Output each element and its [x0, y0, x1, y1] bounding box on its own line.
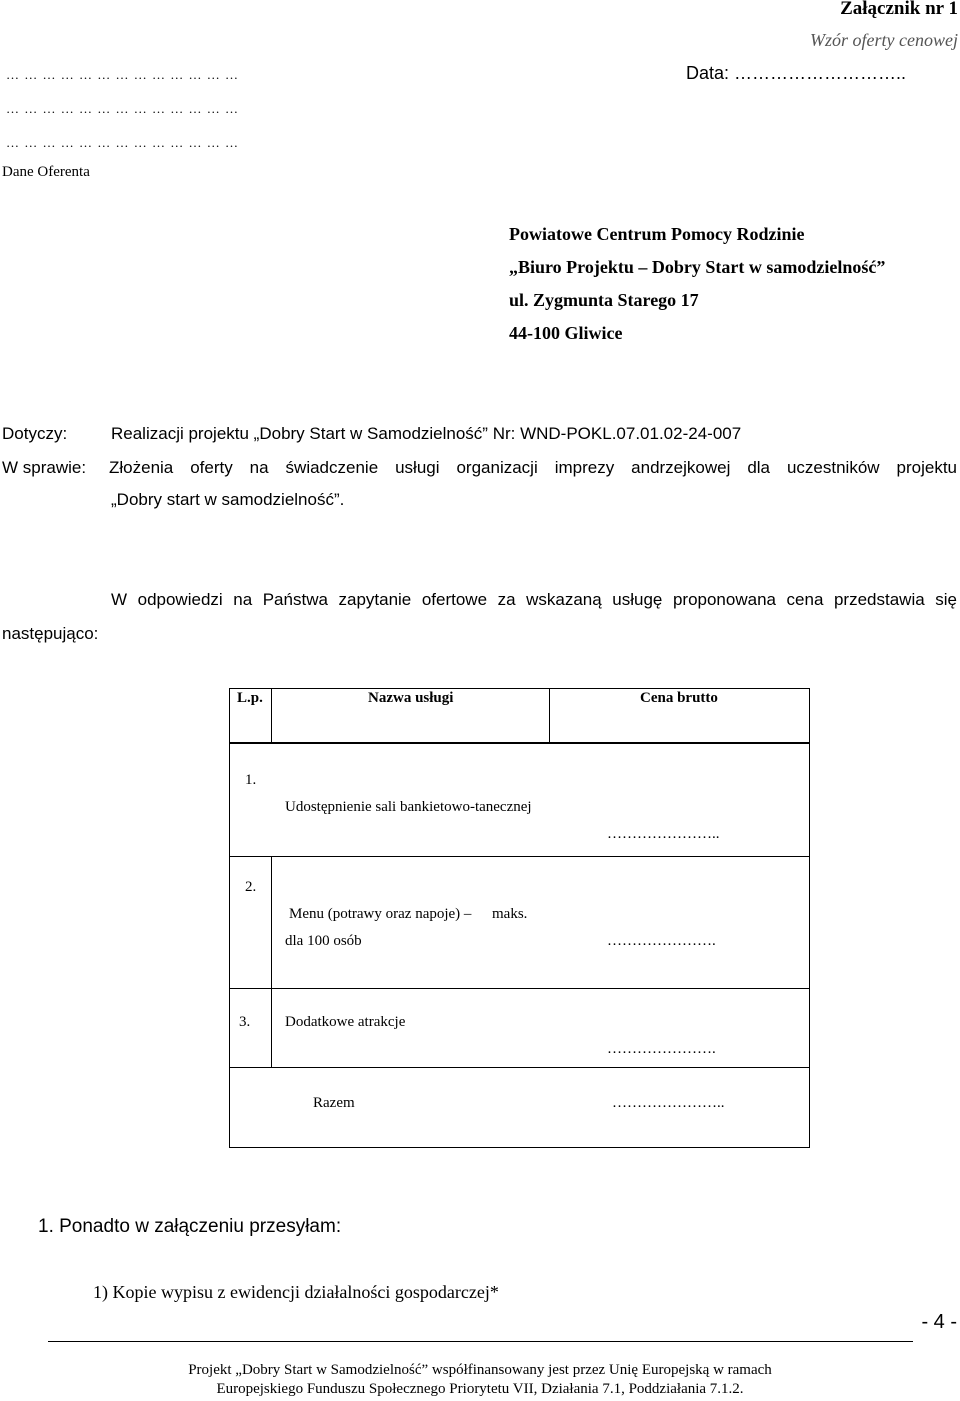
- intro-text-continued: następująco:: [2, 624, 99, 643]
- table-total-label: Razem: [313, 1095, 355, 1111]
- annex-subtitle: Wzór oferty cenowej: [810, 30, 958, 50]
- table-border: [229, 856, 810, 857]
- oferent-dots-line: … … … … … … … … … … … … …: [6, 67, 239, 82]
- sprawie-label: W sprawie:: [2, 458, 87, 477]
- table-cell-name: Udostępnienie sali bankietowo-tanecznej: [285, 799, 532, 815]
- table-cell-name-extra: maks.: [492, 906, 528, 922]
- sprawie-text: Złożenia oferty na świadczenie usługi organizacji imprezy andrzejkowej dla uczestników projektu: [109, 458, 957, 477]
- table-cell-price: ………………….: [607, 933, 716, 949]
- address-line-1: Powiatowe Centrum Pomocy Rodzinie: [509, 224, 805, 244]
- intro-text: W odpowiedzi na Państwa zapytanie ofertowe za wskazaną usługę proponowana cena przedstawia się: [111, 590, 957, 609]
- table-border: [809, 688, 810, 1148]
- table-border: [549, 688, 550, 743]
- table-border: [229, 1067, 810, 1068]
- oferent-dots-line: … … … … … … … … … … … … …: [6, 101, 239, 116]
- oferent-dots-line: … … … … … … … … … … … … …: [6, 135, 239, 150]
- footer-divider: [48, 1341, 913, 1342]
- table-header-lp: L.p.: [237, 690, 263, 706]
- table-header-name: Nazwa usługi: [368, 690, 454, 706]
- table-border: [229, 688, 810, 689]
- footer-line-1: Projekt „Dobry Start w Samodzielność” współfinansowany jest przez Unię Europejską w ramach: [188, 1362, 772, 1378]
- annex-title: Załącznik nr 1: [840, 0, 958, 19]
- table-border: [229, 988, 810, 989]
- table-cell-name-continued: dla 100 osób: [285, 933, 362, 949]
- table-cell-price: …………………..: [607, 826, 720, 842]
- table-total-price: …………………..: [612, 1095, 725, 1111]
- table-border: [229, 1147, 810, 1148]
- dotyczy-text: Realizacji projektu „Dobry Start w Samodzielność” Nr: WND-POKL.07.01.02-24-007: [111, 424, 742, 443]
- sprawie-text-continued: „Dobry start w samodzielność”.: [111, 490, 345, 509]
- attachments-item-1: 1) Kopie wypisu z ewidencji działalności gospodarczej*: [93, 1282, 499, 1302]
- table-border: [229, 688, 230, 1148]
- footer-line-2: Europejskiego Funduszu Społecznego Priorytetu VII, Działania 7.1, Poddziałania 7.1.2.: [216, 1381, 744, 1397]
- date-line: Data: ………………………..: [686, 63, 907, 83]
- table-cell-lp: 2.: [245, 879, 257, 895]
- address-line-4: 44-100 Gliwice: [509, 323, 623, 343]
- table-cell-lp: 1.: [245, 772, 257, 788]
- table-border: [271, 688, 272, 743]
- dotyczy-label: Dotyczy:: [2, 424, 68, 443]
- table-cell-price: ………………….: [607, 1041, 716, 1057]
- address-line-2: „Biuro Projektu – Dobry Start w samodzielność”: [509, 257, 886, 277]
- address-line-3: ul. Zygmunta Starego 17: [509, 290, 699, 310]
- table-header-price: Cena brutto: [640, 690, 718, 706]
- table-cell-lp: 3.: [239, 1014, 251, 1030]
- attachments-note: 1. Ponadto w załączeniu przesyłam:: [38, 1216, 342, 1237]
- table-cell-name: Dodatkowe atrakcje: [285, 1014, 406, 1030]
- oferent-label: Dane Oferenta: [2, 164, 90, 180]
- table-cell-name: Menu (potrawy oraz napoje) –: [289, 906, 472, 922]
- table-border: [271, 856, 272, 1067]
- table-border: [229, 742, 810, 744]
- page-number: - 4 -: [921, 1311, 957, 1333]
